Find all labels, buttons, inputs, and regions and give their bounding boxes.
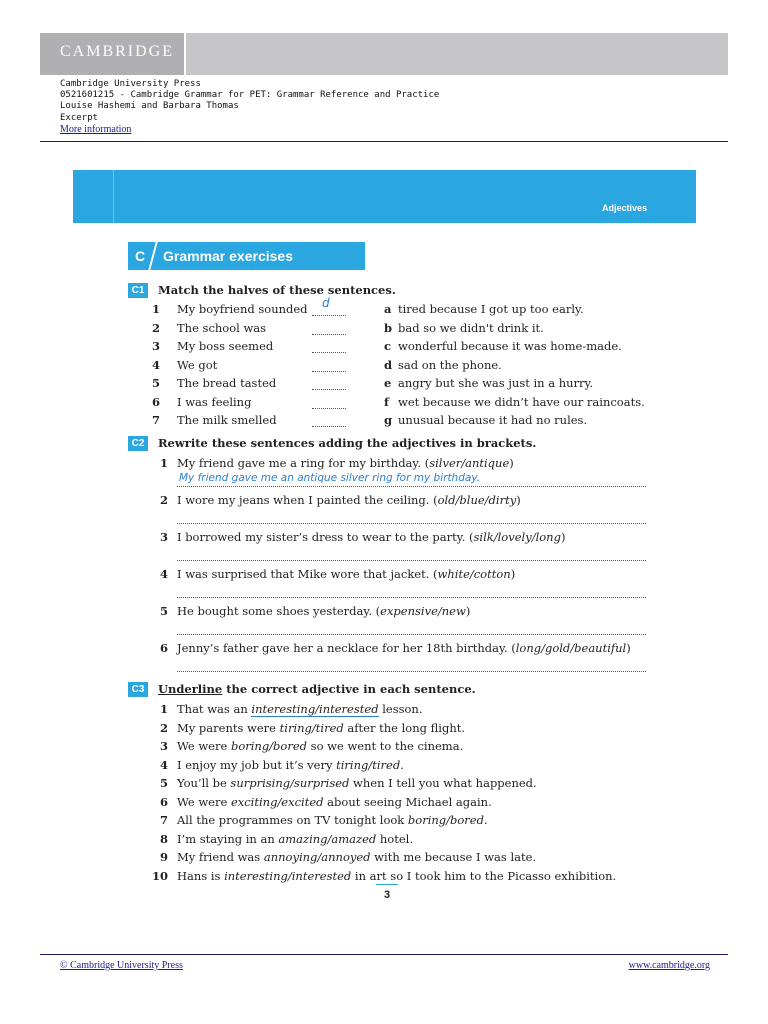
c2-adjectives: silk/lovely/long [473,530,561,544]
c1-item-text: My boyfriend sounded [177,302,308,316]
isbn-line: 0521601215 - Cambridge Grammar for PET: Grammar Reference and Practice [60,90,440,100]
more-information-link[interactable]: More information [60,124,132,135]
c3-sentence-start: We were [177,795,231,809]
c1-option-text: wet because we didn’t have our raincoats. [398,395,645,409]
c2-sentence-text: My friend gave me a ring for my birthday. ( [177,456,430,470]
c2-answer-line[interactable] [177,670,646,672]
section-letter: C [135,248,146,264]
c1-option-text: unusual because it had no rules. [398,413,588,427]
c2-adjectives: long/gold/beautiful [515,641,627,655]
c2-item-sentence [177,604,470,618]
exercise-c1-instruction: Match the halves of these sentences. [158,283,396,297]
footer-rule [40,954,728,955]
c3-sentence-end: . [400,758,404,772]
c3-item-sentence [177,813,488,827]
c2-adjectives: expensive/new [380,604,466,618]
c1-item-text: The bread tasted [177,376,277,390]
c2-item-number: 1 [159,456,168,470]
c2-adjectives: silver/antique [429,456,510,470]
c3-sentence-end: in art so I took him to the Picasso exhibition. [351,869,617,883]
c3-sentence-end: so we went to the cinema. [307,739,464,753]
c3-item-sentence [177,702,423,716]
excerpt-label: Excerpt [60,113,98,123]
c2-item-number: 2 [159,493,168,507]
copyright-link[interactable]: © Cambridge University Press [60,960,183,971]
c1-item-text: The milk smelled [177,413,277,427]
chapter-band-tab [73,170,114,223]
c1-option-letter: g [384,413,393,427]
exercise-c2-badge: C2 [128,436,148,451]
c3-sentence-start: Hans is [177,869,225,883]
c2-adjectives: old/blue/dirty [437,493,517,507]
c3-adjective-choice[interactable]: annoying/annoyed [263,850,371,864]
website-link[interactable]: www.cambridge.org [628,960,710,971]
instruction-rest: the correct adjective in each sentence. [222,682,476,696]
c3-item-number: 2 [159,721,168,735]
c3-item-number: 9 [159,850,168,864]
c2-item-sentence [177,530,565,544]
c3-item-sentence [177,869,616,883]
exercise-c1-badge: C1 [128,283,148,298]
c1-item-number: 1 [151,302,160,316]
c2-close-bracket: ) [509,456,514,470]
c3-sentence-start: I’m staying in an [177,832,279,846]
c3-sentence-start: My friend was [177,850,264,864]
c1-item-number: 4 [151,358,160,372]
c3-adjective-choice[interactable]: surprising/surprised [230,776,350,790]
c1-option-text: angry but she was just in a hurry. [398,376,594,390]
c3-sentence-end: with me because I was late. [370,850,537,864]
c3-adjective-choice[interactable]: interesting/interested [224,869,352,883]
chapter-band [73,170,696,223]
c3-item-number: 1 [159,702,168,716]
instruction-underline-word: Underline [158,682,223,696]
c2-answer-line[interactable] [177,559,646,561]
c3-sentence-end: when I tell you what happened. [349,776,537,790]
c3-item-number: 10 [151,869,168,883]
c3-item-number: 5 [159,776,168,790]
chapter-title: Adjectives [601,203,647,213]
publisher: Cambridge University Press [60,79,201,89]
c1-option-text: bad so we didn't drink it. [398,321,544,335]
c2-item-number: 4 [159,567,168,581]
c1-item-number: 3 [151,339,160,353]
c2-sentence-text: I wore my jeans when I painted the ceiling. ( [177,493,438,507]
c1-answer-blank[interactable] [312,314,346,316]
c2-sentence-text: I was surprised that Mike wore that jacket. ( [177,567,438,581]
c2-close-bracket: ) [626,641,631,655]
c3-item-sentence [177,795,492,809]
c3-item-sentence [177,776,537,790]
authors: Louise Hashemi and Barbara Thomas [60,101,239,111]
c2-close-bracket: ) [510,567,516,581]
c1-item-text: My boss seemed [177,339,274,353]
exercise-c2-instruction: Rewrite these sentences adding the adjectives in brackets. [158,436,537,450]
c1-option-letter: b [384,321,393,335]
c2-answer-line[interactable] [177,485,646,487]
c3-item-number: 8 [159,832,168,846]
page-number: 3 [376,884,398,901]
c1-answer-blank[interactable] [312,425,346,427]
c3-adjective-choice[interactable]: exciting/excited [230,795,324,809]
exercise-c3-badge: C3 [128,682,148,697]
c2-close-bracket: ) [560,530,566,544]
c1-option-text: tired because I got up too early. [398,302,584,316]
c1-answer-handwritten: d [322,296,330,310]
c3-sentence-end: . [483,813,488,827]
c1-option-letter: a [384,302,392,316]
c1-option-letter: f [384,395,389,409]
brand-logo: CAMBRIDGE [60,43,175,60]
c3-item-sentence [177,850,536,864]
c2-adjectives: white/cotton [437,567,511,581]
c3-adjective-choice[interactable]: boring/bored [407,813,484,827]
c1-answer-blank[interactable] [312,388,346,390]
c3-adjective-choice[interactable]: boring/bored [230,739,308,753]
c2-close-bracket: ) [465,604,471,618]
c1-option-text: sad on the phone. [398,358,502,372]
c1-answer-blank[interactable] [312,370,346,372]
c3-item-number: 4 [159,758,168,772]
c1-item-text: We got [177,358,218,372]
c2-item-number: 3 [159,530,168,544]
c3-item-sentence [177,739,463,753]
c3-sentence-start: We were [177,739,231,753]
c3-adjective-choice[interactable]: amazing/amazed [278,832,377,846]
c3-item-sentence [177,758,404,772]
header-rule [40,141,728,142]
c2-close-bracket: ) [516,493,521,507]
c2-item-sentence [177,641,631,655]
c3-sentence-end: after the long flight. [343,721,466,735]
c3-item-sentence [177,832,413,846]
c1-option-letter: d [384,358,393,372]
c3-item-number: 3 [159,739,168,753]
c1-item-number: 7 [151,413,160,427]
c3-adjective-choice[interactable]: interesting/interested [251,702,379,716]
c3-sentence-end: about seeing Michael again. [323,795,492,809]
c1-option-letter: e [384,376,392,390]
c2-answer-line[interactable] [177,522,646,524]
c2-item-sentence [177,567,515,581]
c1-item-text: I was feeling [177,395,252,409]
c1-item-number: 2 [151,321,160,335]
c3-sentence-start: I enjoy my job but it’s very [177,758,337,772]
c1-option-text: wonderful because it was home-made. [398,339,622,353]
c2-sentence-text: I borrowed my sister’s dress to wear to the party. ( [177,530,474,544]
c1-answer-blank[interactable] [312,333,346,335]
c2-item-sentence [177,456,514,470]
c2-item-sentence [177,493,521,507]
c3-sentence-start: You’ll be [177,776,231,790]
c3-item-number: 7 [159,813,168,827]
c1-answer-blank[interactable] [312,351,346,353]
c3-sentence-start: My parents were [177,721,280,735]
exercise-c3-instruction [158,682,476,696]
c3-sentence-start: That was an [177,702,252,716]
c2-answer-line[interactable] [177,633,646,635]
c3-adjective-choice[interactable]: tiring/tired [336,758,401,772]
c1-item-number: 6 [151,395,160,409]
c3-sentence-start: All the programmes on TV tonight look [177,813,408,827]
c1-item-text: The school was [177,321,267,335]
c1-answer-blank[interactable] [312,407,346,409]
c2-sentence-text: Jenny’s father gave her a necklace for her 18th birthday. ( [177,641,516,655]
c2-answer-line[interactable] [177,596,646,598]
c3-adjective-choice[interactable]: tiring/tired [279,721,344,735]
c3-sentence-end: lesson. [378,702,423,716]
section-title: Grammar exercises [163,248,293,264]
c3-item-sentence [177,721,465,735]
c3-sentence-end: hotel. [376,832,413,846]
c2-item-number: 5 [159,604,168,618]
c2-answer-handwritten: My friend gave me an antique silver ring for my birthday. [179,472,481,484]
c2-sentence-text: He bought some shoes yesterday. ( [177,604,381,618]
c1-item-number: 5 [151,376,160,390]
c2-item-number: 6 [159,641,168,655]
c3-item-number: 6 [159,795,168,809]
c1-option-letter: c [384,339,392,353]
